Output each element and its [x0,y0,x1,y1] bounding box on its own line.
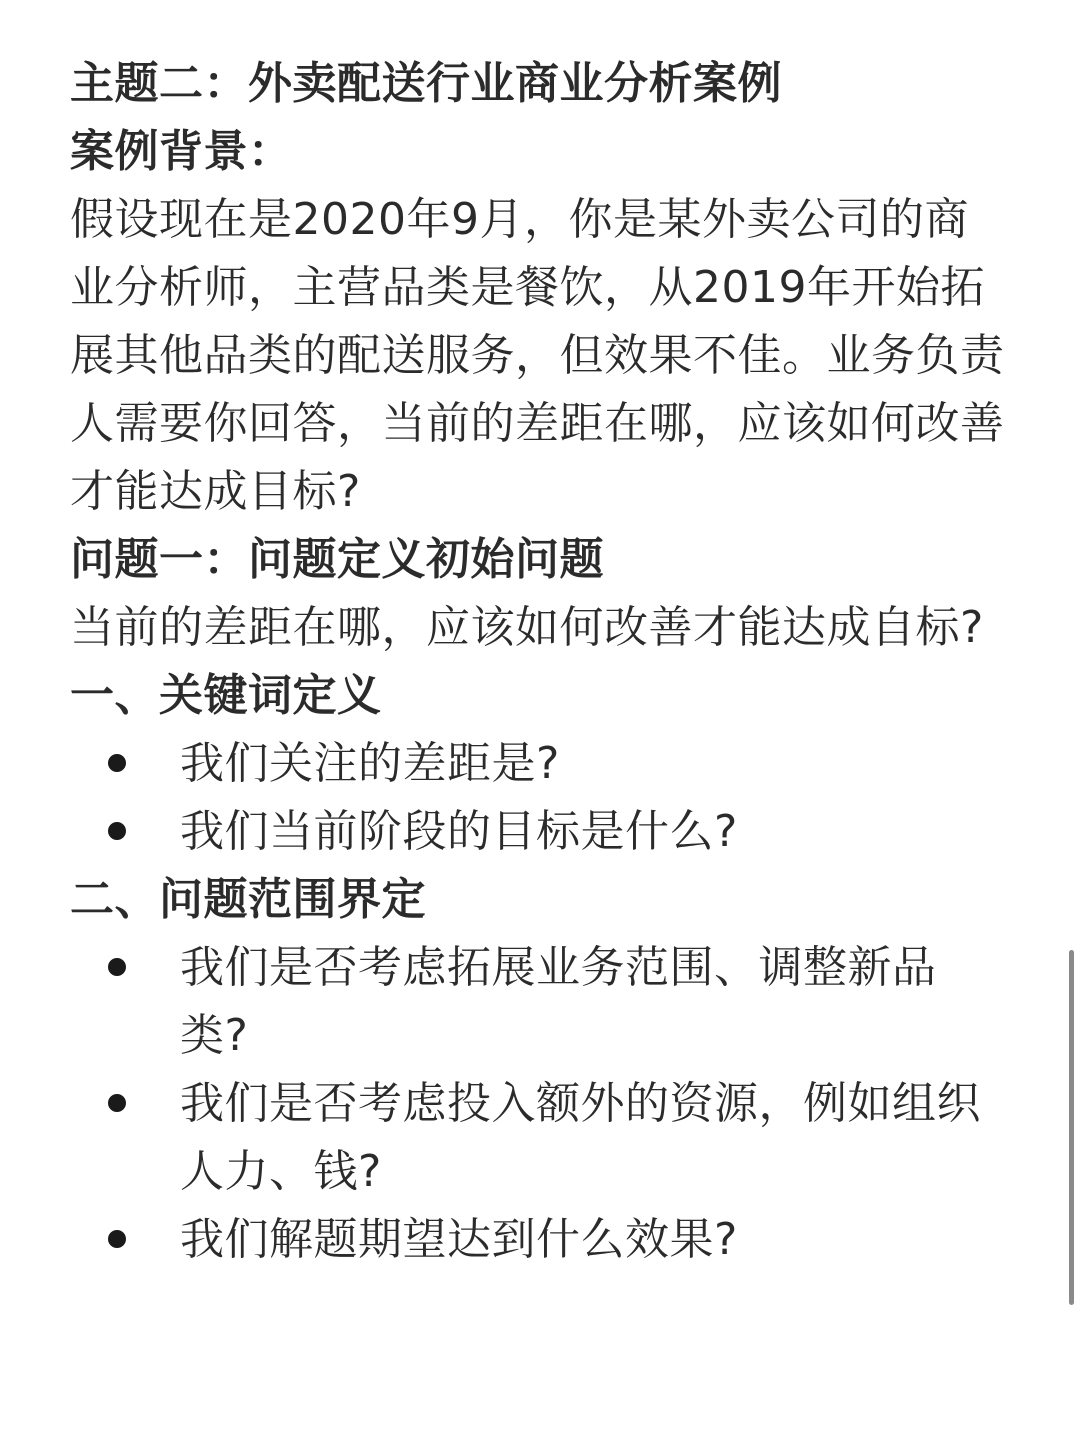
section-scope-heading: 二、问题范围界定 [70,874,426,925]
background-heading: 案例背景： [70,126,293,177]
background-paragraph: 假设现在是2020年9月，你是某外卖公司的商业分析师，主营品类是餐饮，从2019年开始拓展其他品类的配送服务，但效果不佳。业务负责人需要你回答，当前的差距在哪，应该如何改善才能达成目标? [70,194,1005,517]
question-paragraph: 当前的差距在哪，应该如何改善才能达成自标? [70,602,984,653]
list-item-text: 我们解题期望达到什么效果? [180,1214,738,1265]
list-item [70,730,1000,798]
bullet-icon [108,822,126,840]
question-heading: 问题一：问题定义初始问题 [70,534,604,585]
list-item-text: 我们当前阶段的目标是什么? [180,806,738,857]
list-item [70,798,1000,866]
list-item [70,1070,1000,1206]
section-keyword-heading: 一、关键词定义 [70,670,382,721]
document-title: 主题二：外卖配送行业商业分析案例 [70,58,782,109]
list-item [70,934,1000,1070]
bullet-icon [108,1230,126,1248]
scope-list [70,934,1030,1274]
list-item-text: 我们关注的差距是? [180,738,560,789]
document-body [70,50,1030,1274]
list-item-text: 我们是否考虑投入额外的资源，例如组织人力、钱? [180,1078,981,1197]
bullet-icon [108,958,126,976]
bullet-icon [108,754,126,772]
vertical-scrollbar[interactable] [1069,950,1074,1305]
list-item-text: 我们是否考虑拓展业务范围、调整新品类? [180,942,937,1061]
keyword-list [70,730,1030,866]
list-item [70,1206,1000,1274]
bullet-icon [108,1094,126,1112]
